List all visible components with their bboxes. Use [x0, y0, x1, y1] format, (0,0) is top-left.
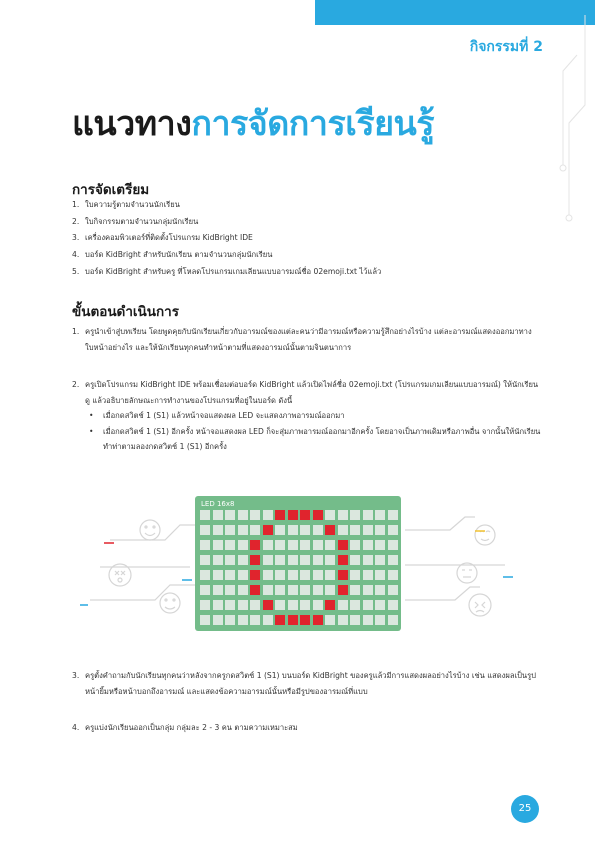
step-text: ครูนำเข้าสู่บทเรียน โดยพูดคุยกับนักเรียนเกี่ยวกับอารมณ์ของแต่ละคนว่ามีอารมณ์หรือความรู้สึกอย่างไรบ้าง แต่ละอารมณ์แสดงออกมาทางใบหน้าอย่างไร และให้นักเรียนทุกคนทำหน้าตามที่แสดงอารมณ์นั้นตามจินตนาการ [85, 327, 532, 352]
led-matrix [200, 510, 398, 625]
led-off [200, 540, 210, 550]
led-off [238, 525, 248, 535]
led-off [213, 570, 223, 580]
led-off [238, 585, 248, 595]
led-on [300, 615, 310, 625]
led-off [375, 570, 385, 580]
step-4 [72, 720, 542, 736]
step-item [72, 720, 542, 736]
led-off [350, 615, 360, 625]
led-off [300, 540, 310, 550]
step-number: 4. [72, 723, 80, 732]
led-off [200, 600, 210, 610]
preparation-text: บอร์ด KidBright สำหรับครู ที่โหลดโปรแกรมเกมเลียนแบบอารมณ์ชื่อ 02emoji.txt ไว้แล้ว [85, 266, 382, 276]
led-off [325, 540, 335, 550]
led-on [338, 555, 348, 565]
led-off [200, 585, 210, 595]
led-off [213, 540, 223, 550]
led-off [263, 555, 273, 565]
led-off [363, 570, 373, 580]
led-off [250, 510, 260, 520]
procedure-heading: ขั้นตอนดำเนินการ [72, 304, 179, 320]
led-off [225, 540, 235, 550]
bullet-item [85, 408, 542, 424]
led-on [313, 615, 323, 625]
led-off [288, 585, 298, 595]
led-off [225, 510, 235, 520]
led-off [238, 615, 248, 625]
led-off [288, 555, 298, 565]
led-off [250, 525, 260, 535]
led-off [375, 510, 385, 520]
led-off [350, 555, 360, 565]
led-off [213, 600, 223, 610]
led-on [325, 600, 335, 610]
led-off [338, 510, 348, 520]
led-off [275, 570, 285, 580]
step-text: ครูเปิดโปรแกรม KidBright IDE พร้อมเชื่อมต่อบอร์ด KidBright แล้วเปิดไฟล์ชื่อ 02emoji.txt (โปรแกรมเกมเลียนแบบอารมณ์) ให้นักเรียนดู แล้วอธิบายลักษณะการทำงานของโปรแกรมที่อยู่ในบอร์ด ดังนี้ [85, 380, 539, 405]
bullet-item [85, 424, 542, 455]
led-off [213, 555, 223, 565]
led-off [388, 570, 398, 580]
led-off [325, 510, 335, 520]
led-on [250, 570, 260, 580]
led-on [250, 540, 260, 550]
bullet-text: เมื่อกดสวิตช์ 1 (S1) อีกครั้ง หน้าจอแสดงผล LED ก็จะสุ่มภาพอารมณ์ออกมาอีกครั้ง โดยอาจเป็นภาพเดิมหรือภาพอื่น จากนั้นให้นักเรียนทำท่าตามลองกดสวิตช์ 1 (S1) อีกครั้ง [103, 426, 541, 451]
preparation-item [72, 247, 381, 264]
led-on [338, 540, 348, 550]
led-off [300, 600, 310, 610]
led-on [338, 585, 348, 595]
page-title [72, 96, 434, 150]
led-off [288, 525, 298, 535]
led-off [375, 585, 385, 595]
led-off [300, 525, 310, 535]
led-off [238, 510, 248, 520]
led-off [375, 555, 385, 565]
led-off [288, 600, 298, 610]
led-off [300, 585, 310, 595]
step-number: 1. [72, 327, 80, 336]
led-off [338, 600, 348, 610]
led-off [388, 615, 398, 625]
step-2-bullets [85, 408, 542, 455]
led-off [375, 540, 385, 550]
led-off [363, 525, 373, 535]
led-off [350, 510, 360, 520]
led-off [388, 510, 398, 520]
title-part2: การจัดการเรียนรู้ [191, 104, 435, 144]
led-off [238, 570, 248, 580]
preparation-list [72, 197, 381, 280]
led-off [350, 540, 360, 550]
preparation-item [72, 197, 381, 214]
led-off [250, 615, 260, 625]
emoji-decoration-right [395, 505, 525, 620]
preparation-item [72, 230, 381, 247]
step-item [72, 324, 542, 355]
led-off [225, 570, 235, 580]
led-off [263, 510, 273, 520]
led-off [300, 570, 310, 580]
led-off [363, 555, 373, 565]
step-2 [72, 377, 542, 455]
led-off [288, 540, 298, 550]
emoji-decoration-left [70, 505, 205, 620]
led-off [388, 540, 398, 550]
led-off [200, 570, 210, 580]
led-off [338, 615, 348, 625]
led-off [213, 510, 223, 520]
led-off [350, 600, 360, 610]
preparation-number: 5. [72, 266, 80, 276]
led-on [250, 585, 260, 595]
led-on [263, 600, 273, 610]
kidbright-board [195, 496, 401, 631]
led-off [375, 615, 385, 625]
led-off [288, 570, 298, 580]
led-on [275, 510, 285, 520]
led-off [213, 525, 223, 535]
led-off [338, 525, 348, 535]
led-off [388, 555, 398, 565]
led-off [313, 570, 323, 580]
title-part1: แนวทาง [72, 104, 192, 144]
led-off [225, 585, 235, 595]
led-off [325, 615, 335, 625]
led-on [250, 555, 260, 565]
led-off [375, 525, 385, 535]
led-off [363, 600, 373, 610]
preparation-text: เครื่องคอมพิวเตอร์ที่ติดตั้งโปรแกรม KidBright IDE [85, 233, 253, 243]
led-off [250, 600, 260, 610]
led-off [363, 585, 373, 595]
led-off [200, 525, 210, 535]
led-off [313, 555, 323, 565]
bullet-dot: • [89, 426, 94, 436]
step-number: 2. [72, 380, 80, 389]
step-number: 3. [72, 671, 80, 680]
led-off [325, 585, 335, 595]
preparation-number: 2. [72, 216, 80, 226]
led-off [225, 525, 235, 535]
led-off [225, 600, 235, 610]
step-item [72, 377, 542, 455]
preparation-item [72, 264, 381, 281]
led-off [213, 585, 223, 595]
led-off [350, 585, 360, 595]
led-off [388, 585, 398, 595]
led-off [363, 510, 373, 520]
led-off [363, 615, 373, 625]
led-off [200, 615, 210, 625]
led-off [275, 585, 285, 595]
led-off [213, 615, 223, 625]
preparation-number: 1. [72, 200, 80, 209]
led-on [263, 525, 273, 535]
led-off [275, 600, 285, 610]
preparation-number: 3. [72, 233, 80, 243]
led-off [263, 615, 273, 625]
led-off [238, 555, 248, 565]
led-off [238, 600, 248, 610]
led-off [313, 600, 323, 610]
step-3 [72, 668, 542, 699]
led-off [388, 600, 398, 610]
preparation-item [72, 214, 381, 231]
led-on [275, 615, 285, 625]
led-off [275, 525, 285, 535]
led-off [263, 540, 273, 550]
bullet-text: เมื่อกดสวิตช์ 1 (S1) แล้วหน้าจอแสดงผล LED จะแสดงภาพอารมณ์ออกมา [103, 411, 345, 420]
led-on [288, 615, 298, 625]
led-on [300, 510, 310, 520]
step-1 [72, 324, 542, 355]
led-off [200, 555, 210, 565]
step-text: ครูแบ่งนักเรียนออกเป็นกลุ่ม กลุ่มละ 2 - 3 คน ตามความเหมาะสม [85, 723, 298, 732]
preparation-number: 4. [72, 250, 80, 260]
led-off [375, 600, 385, 610]
led-off [313, 540, 323, 550]
led-off [325, 555, 335, 565]
led-off [275, 540, 285, 550]
led-off [300, 555, 310, 565]
led-off [263, 570, 273, 580]
led-on [338, 570, 348, 580]
bullet-dot: • [89, 411, 94, 420]
led-off [350, 525, 360, 535]
circuit-decoration [555, 15, 595, 225]
led-off [313, 525, 323, 535]
led-off [363, 540, 373, 550]
led-off [225, 555, 235, 565]
led-on [288, 510, 298, 520]
header-tab [315, 0, 595, 25]
led-off [263, 585, 273, 595]
step-text: ครูตั้งคำถามกับนักเรียนทุกคนว่าหลังจากครูกดสวิตช์ 1 (S1) บนบอร์ด KidBright ของครูแล้วมีการแสดงผลอย่างไรบ้าง เช่น แสดงผลเป็นรูปหน้ายิ้มหรือหน้าบอกถึงอารมณ์ และแสดงข้อความอารมณ์นั้นหรือมีรูปของอารมณ์ที่แบบ [85, 671, 536, 696]
preparation-text: ใบกิจกรรมตามจำนวนกลุ่มนักเรียน [85, 216, 199, 226]
led-off [350, 570, 360, 580]
preparation-heading: การจัดเตรียม [72, 182, 150, 198]
led-off [313, 585, 323, 595]
led-off [275, 555, 285, 565]
page-number: 25 [511, 795, 539, 823]
led-off [388, 525, 398, 535]
led-off [325, 570, 335, 580]
step-item [72, 668, 542, 699]
led-off [200, 510, 210, 520]
preparation-text: ใบความรู้ตามจำนวนนักเรียน [85, 200, 180, 209]
led-off [238, 540, 248, 550]
preparation-text: บอร์ด KidBright สำหรับนักเรียน ตามจำนวนกลุ่มนักเรียน [85, 250, 273, 260]
led-on [325, 525, 335, 535]
board-label: LED 16x8 [201, 500, 235, 508]
led-off [225, 615, 235, 625]
led-on [313, 510, 323, 520]
activity-label: กิจกรรมที่ 2 [469, 39, 543, 55]
